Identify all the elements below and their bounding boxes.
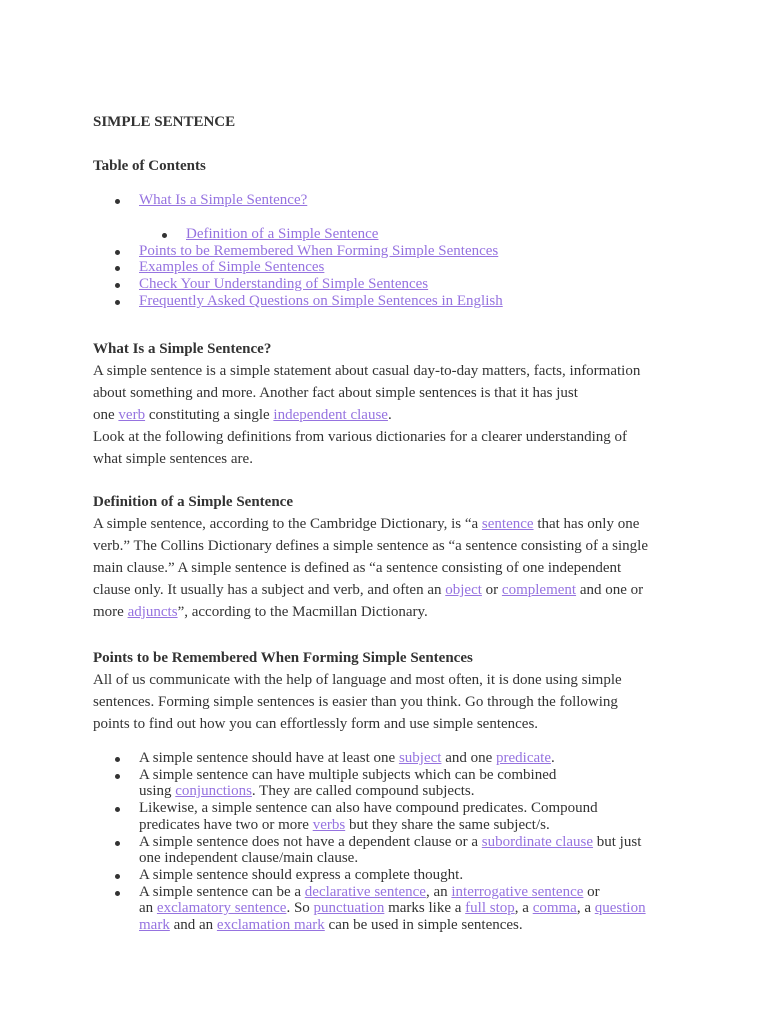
paragraph-text: A simple sentence is a simple statement about casual day-to-day matters, facts, information — [93, 363, 641, 379]
list-item-text: . They are called compound subjects. — [251, 783, 475, 800]
list-item — [93, 834, 646, 867]
list-item — [93, 800, 646, 833]
link-predicate[interactable]: predicate — [496, 750, 551, 766]
paragraph-text: sentences. Forming simple sentences is easier than you think. Go through the following — [93, 694, 618, 710]
list-item-text: A simple sentence should express a complete thought. — [139, 866, 464, 883]
paragraph — [93, 426, 640, 470]
section-heading-points: Points to be Remembered When Forming Simple Sentences — [93, 650, 473, 666]
list-item-text: predicates have two or more — [139, 816, 313, 833]
table-of-contents-continued — [93, 226, 503, 310]
table-of-contents — [93, 192, 307, 209]
list-item-text: and an — [169, 917, 217, 934]
list-item-text: using — [139, 783, 176, 800]
toc-list — [93, 226, 503, 310]
paragraph-text: verb.” The Collins Dictionary defines a simple sentence as “a sentence consisting of a single — [93, 538, 648, 554]
paragraph-text: clause only. It usually has a subject and verb, and often an — [93, 582, 446, 598]
list-item-text: , a — [576, 900, 595, 917]
points-list-container — [93, 750, 646, 934]
paragraph — [93, 513, 648, 623]
toc-item — [93, 192, 307, 209]
link-comma[interactable]: comma — [532, 900, 577, 917]
list-item-text: but they share the same subject/s. — [345, 816, 550, 833]
list-item-text: A simple sentence does not have a dependent clause or a — [139, 833, 482, 850]
link-punctuation[interactable]: punctuation — [313, 900, 385, 917]
toc-item — [93, 276, 503, 293]
link-declarative-sentence[interactable]: declarative sentence — [304, 883, 426, 900]
list-item-text: one independent clause/main clause. — [139, 850, 359, 867]
toc-link-what-is[interactable]: What Is a Simple Sentence? — [139, 192, 308, 208]
toc-item — [93, 293, 503, 310]
toc-item — [93, 259, 503, 276]
toc-link-examples[interactable]: Examples of Simple Sentences — [139, 259, 325, 276]
toc-heading: Table of Contents — [93, 158, 206, 174]
list-item — [93, 767, 646, 800]
paragraph-text: A simple sentence, according to the Cambridge Dictionary, is “a — [93, 516, 482, 532]
link-object[interactable]: object — [445, 582, 482, 598]
link-verb[interactable]: verb — [118, 407, 146, 423]
paragraph-text: more — [93, 604, 128, 620]
paragraph-text: what simple sentences are. — [93, 451, 253, 467]
link-full-stop[interactable]: full stop — [465, 900, 515, 917]
list-item-text: , an — [425, 883, 452, 900]
toc-item — [93, 226, 503, 243]
list-item-text: or — [583, 883, 600, 900]
paragraph — [93, 669, 622, 735]
list-item — [93, 867, 646, 884]
list-item-text: and one — [441, 750, 497, 766]
link-sentence[interactable]: sentence — [481, 516, 534, 532]
link-subordinate-clause[interactable]: subordinate clause — [481, 833, 594, 850]
toc-link-check[interactable]: Check Your Understanding of Simple Sentences — [139, 276, 429, 293]
paragraph-text: constituting a single — [145, 407, 274, 423]
paragraph-text: about something and more. Another fact about simple sentences is that it has just — [93, 385, 578, 401]
list-item-text: . So — [286, 900, 314, 917]
section-definition-body — [93, 513, 648, 623]
paragraph-text: one — [93, 407, 119, 423]
paragraph-text: points to find out how you can effortlessly form and use simple sentences. — [93, 716, 539, 732]
link-exclamation-mark[interactable]: exclamation mark — [216, 917, 325, 934]
link-independent-clause[interactable]: independent clause — [273, 407, 388, 423]
list-item-text: A simple sentence can be a — [139, 883, 305, 900]
link-verbs[interactable]: verbs — [312, 816, 346, 833]
section-heading-what-is: What Is a Simple Sentence? — [93, 341, 272, 357]
link-subject[interactable]: subject — [398, 750, 442, 766]
toc-link-points[interactable]: Points to be Remembered When Forming Simple Sentences — [139, 242, 499, 259]
toc-link-faq[interactable]: Frequently Asked Questions on Simple Sentences in English — [139, 292, 503, 309]
paragraph-text: or — [481, 582, 502, 598]
section-points-intro — [93, 669, 622, 735]
list-item-text: marks like a — [384, 900, 466, 917]
list-item — [93, 750, 646, 767]
link-complement[interactable]: complement — [501, 582, 577, 598]
paragraph-text: Look at the following definitions from various dictionaries for a clearer understanding of — [93, 429, 628, 445]
list-item-text: , a — [514, 900, 533, 917]
list-item-text: A simple sentence should have at least one — [139, 750, 399, 766]
section-what-is-body — [93, 360, 640, 470]
link-adjuncts[interactable]: adjuncts — [127, 604, 178, 620]
list-item — [93, 884, 646, 934]
paragraph-text: . — [387, 407, 392, 423]
list-item-text: Likewise, a simple sentence can also have compound predicates. Compound — [139, 800, 598, 817]
paragraph-text: that has only one — [533, 516, 640, 532]
toc-link-definition[interactable]: Definition of a Simple Sentence — [186, 226, 379, 242]
paragraph-text: and one or — [576, 582, 644, 598]
list-item-text: can be used in simple sentences. — [324, 917, 523, 934]
paragraph-text: ”, according to the Macmillan Dictionary. — [177, 604, 428, 620]
points-list — [93, 750, 646, 934]
link-question-mark[interactable]: question — [594, 900, 646, 917]
link-interrogative-sentence[interactable]: interrogative sentence — [451, 883, 584, 900]
section-heading-definition: Definition of a Simple Sentence — [93, 494, 293, 510]
link-conjunctions[interactable]: conjunctions — [175, 783, 252, 800]
toc-list — [93, 192, 307, 209]
paragraph-text: main clause.” A simple sentence is defined as “a sentence consisting of one independent — [93, 560, 622, 576]
link-question-mark-cont[interactable]: mark — [139, 917, 170, 934]
paragraph — [93, 360, 640, 426]
list-item-text: A simple sentence can have multiple subjects which can be combined — [139, 766, 557, 783]
list-item-text: but just — [593, 833, 642, 850]
list-item-text: an — [139, 900, 157, 917]
link-exclamatory-sentence[interactable]: exclamatory sentence — [156, 900, 287, 917]
toc-item — [93, 243, 503, 260]
list-item-text: . — [550, 750, 555, 766]
document-title: SIMPLE SENTENCE — [93, 114, 236, 130]
paragraph-text: All of us communicate with the help of language and most often, it is done using simple — [93, 672, 622, 688]
